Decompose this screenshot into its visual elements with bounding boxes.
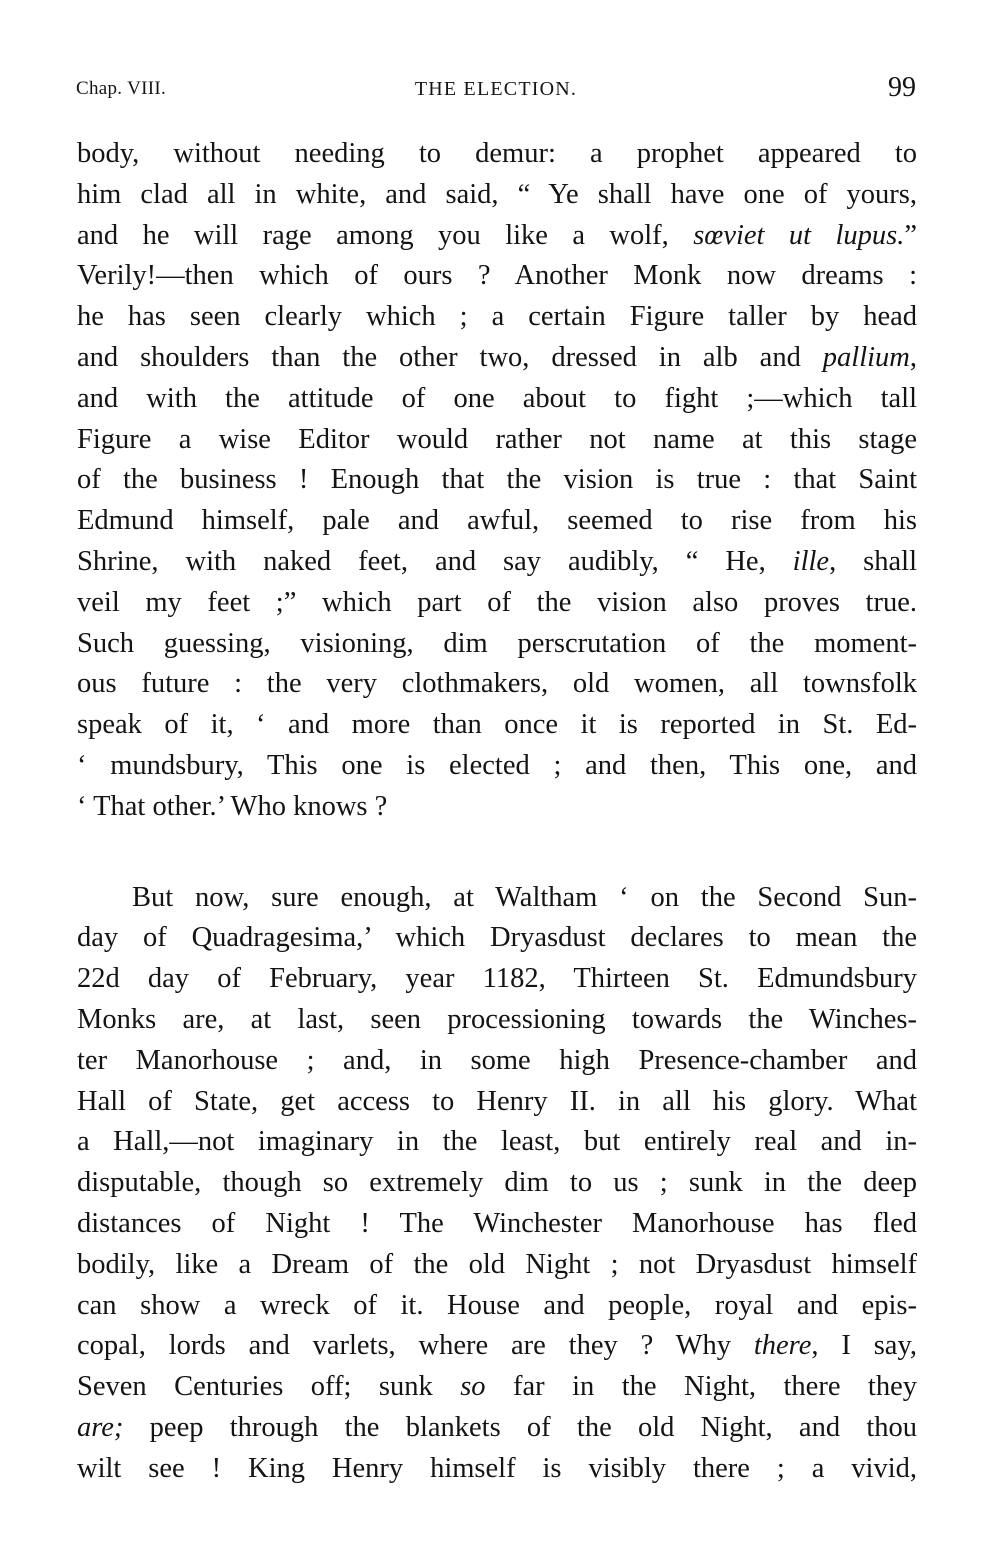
text-line: speak of it, ‘ and more than once it is reported in St. Ed-: [77, 709, 917, 741]
text-line: and shoulders than the other two, dressed in alb and pallium,: [77, 341, 917, 373]
text-line: Hall of State, get access to Henry II. in all his glory. What: [77, 1085, 917, 1117]
running-head: [76, 74, 916, 104]
text-line: Figure a wise Editor would rather not name at this stage: [77, 423, 917, 455]
text-line: bodily, like a Dream of the old Night ; not Dryasdust himself: [77, 1248, 917, 1280]
text-line: him clad all in white, and said, “ Ye shall have one of yours,: [77, 178, 917, 210]
italic-word: are;: [77, 1411, 124, 1443]
text-line: ‘ mundsbury, This one is elected ; and then, This one, and: [77, 749, 917, 781]
text-line: he has seen clearly which ; a certain Figure taller by head: [77, 301, 917, 333]
text-line: ous future : the very clothmakers, old women, all townsfolk: [77, 668, 917, 700]
text-line: and he will rage among you like a wolf, sœviet ut lupus.”: [77, 219, 917, 251]
text-line: Verily!—then which of ours ? Another Monk now dreams :: [77, 260, 917, 292]
paragraph-2: [77, 878, 917, 1490]
paragraph-gap: [77, 828, 917, 878]
text-line: wilt see ! King Henry himself is visibly there ; a vivid,: [77, 1452, 917, 1484]
text-line: body, without needing to demur: a prophet appeared to: [77, 138, 917, 169]
italic-word: so: [460, 1371, 486, 1403]
text-line: veil my feet ;” which part of the vision also proves true.: [77, 586, 917, 618]
text-line: Monks are, at last, seen processioning towards the Winches-: [77, 1003, 917, 1035]
italic-word: pallium: [822, 341, 910, 373]
text-line: 22d day of February, year 1182, Thirteen St. Edmundsbury: [77, 963, 917, 995]
text-line: Shrine, with naked feet, and say audibly, “ He, ille, shall: [77, 545, 917, 577]
text-line: ter Manorhouse ; and, in some high Presence-chamber and: [77, 1044, 917, 1076]
italic-word: there: [753, 1330, 812, 1362]
latin-phrase: sœviet ut lupus.: [693, 219, 905, 251]
text-line: Edmund himself, pale and awful, seemed to rise from his: [77, 505, 917, 537]
chapter-title: THE ELECTION.: [414, 78, 578, 100]
text-line: But now, sure enough, at Waltham ‘ on the Second Sun-: [132, 881, 917, 913]
chapter-label: Chap. VIII.: [76, 78, 167, 99]
italic-word: ille: [792, 545, 830, 577]
text-line: Such guessing, visioning, dim perscrutation of the moment-: [77, 627, 917, 659]
text-line: of the business ! Enough that the vision is true : that Saint: [77, 464, 917, 496]
text-line: a Hall,—not imaginary in the least, but entirely real and in-: [77, 1126, 917, 1158]
text-line: Seven Centuries off; sunk so far in the Night, there they: [77, 1371, 917, 1403]
text-line: and with the attitude of one about to fight ;—which tall: [77, 382, 917, 414]
text-line: copal, lords and varlets, where are they ? Why there, I say,: [77, 1330, 917, 1362]
text-line: disputable, though so extremely dim to us ; sunk in the deep: [77, 1167, 917, 1199]
text-line: distances of Night ! The Winchester Manorhouse has fled: [77, 1207, 917, 1239]
text-line: can show a wreck of it. House and people, royal and epis-: [77, 1289, 917, 1321]
text-line: are; peep through the blankets of the old Night, and thou: [77, 1411, 917, 1443]
page-number: 99: [888, 72, 916, 103]
paragraph-1: [77, 134, 917, 828]
body-text: [77, 134, 917, 1490]
text-line: day of Quadragesima,’ which Dryasdust declares to mean the: [77, 922, 917, 954]
text-line: ‘ That other.’ Who knows ?: [77, 790, 388, 822]
